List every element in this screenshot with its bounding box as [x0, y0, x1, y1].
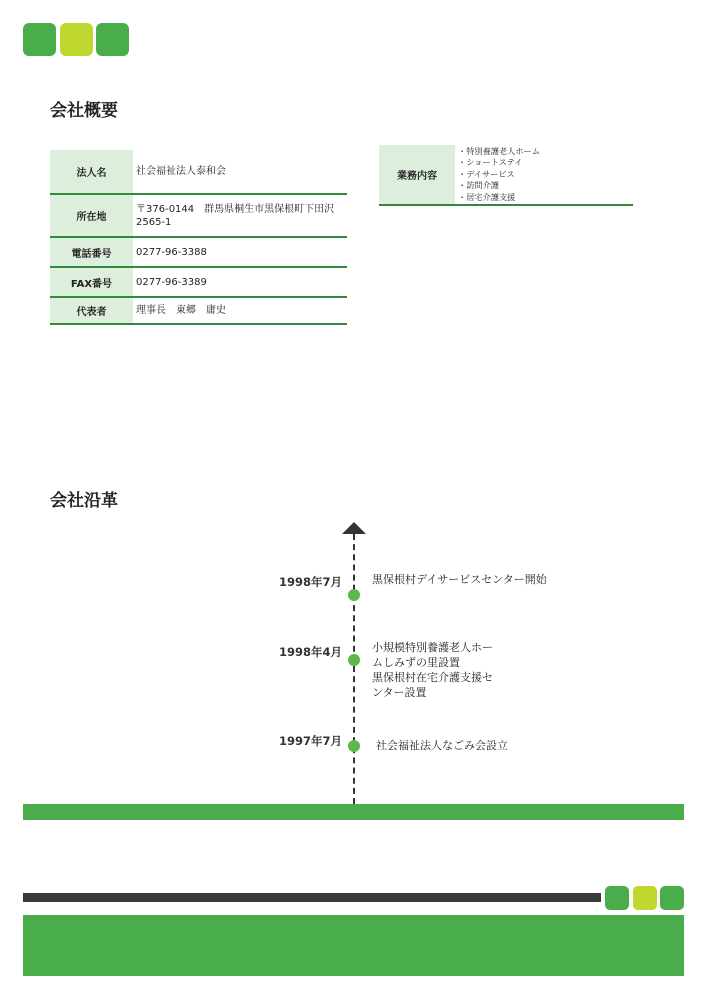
table-row	[50, 297, 347, 324]
timeline-line	[353, 534, 355, 804]
table-row	[50, 267, 347, 297]
event-line: ンター設置	[372, 686, 427, 699]
company-overview-title: 会社概要	[50, 101, 118, 121]
row-label-business: 業務内容	[379, 145, 455, 205]
address-line-2: 2565-1	[136, 216, 172, 228]
row-label-phone: 電話番号	[50, 237, 133, 267]
list-item: ・居宅介護支援	[458, 191, 516, 202]
timeline-dot-2	[348, 654, 360, 666]
table-row	[50, 194, 347, 237]
list-item: ・訪問介護	[458, 180, 499, 191]
deco-square-3	[96, 23, 129, 56]
timeline-year-3: 1997年7月	[278, 734, 342, 748]
row-label-fax: FAX番号	[50, 267, 133, 297]
footer-dark-bar	[23, 893, 601, 902]
table-row	[379, 145, 633, 205]
company-info-table	[50, 150, 347, 325]
event-line: 黒保根村在宅介護支援セ	[372, 671, 493, 684]
event-line: ムしみずの里設置	[372, 656, 460, 669]
timeline-arrow-icon	[342, 522, 366, 534]
row-value-representative: 理事長 東郷 庸史	[136, 305, 226, 316]
event-line: 社会福祉法人なごみ会設立	[376, 739, 508, 752]
list-item: ・デイサービス	[458, 168, 515, 179]
list-item: ・ショートステイ	[458, 157, 523, 168]
timeline-event-1	[372, 572, 592, 587]
event-line: 黒保根村デイサービスセンター開始	[372, 573, 547, 586]
list-item: ・特別養護老人ホーム	[458, 145, 540, 156]
row-label-address: 所在地	[50, 194, 133, 237]
business-list	[458, 146, 633, 204]
timeline-year-2: 1998年4月	[278, 645, 342, 659]
timeline-dot-3	[348, 740, 360, 752]
table-row	[50, 237, 347, 267]
row-label-representative: 代表者	[50, 297, 133, 324]
row-value-fax: 0277-96-3389	[136, 276, 207, 288]
footer-green-block	[23, 915, 684, 976]
row-value-business	[455, 145, 633, 205]
row-value-address	[133, 194, 347, 237]
deco-square-2	[60, 23, 93, 56]
row-label-name: 法人名	[50, 150, 133, 194]
footer-square-2	[633, 886, 657, 910]
business-table	[379, 145, 633, 206]
address-line-1: 〒376-0144 群馬県桐生市黒保根町下田沢	[136, 203, 335, 215]
timeline-dot-1	[348, 589, 360, 601]
timeline-year-1: 1998年7月	[278, 575, 342, 589]
table-row	[50, 150, 347, 194]
company-history-title: 会社沿革	[50, 491, 118, 511]
timeline-base-bar	[23, 804, 684, 820]
deco-square-1	[23, 23, 56, 56]
timeline-event-3	[376, 738, 596, 753]
row-value-phone: 0277-96-3388	[136, 246, 207, 258]
footer-square-3	[660, 886, 684, 910]
footer-square-1	[605, 886, 629, 910]
event-line: 小規模特別養護老人ホー	[372, 641, 493, 654]
timeline-event-2	[372, 640, 512, 700]
row-value-name: 社会福祉法人泰和会	[136, 166, 226, 177]
